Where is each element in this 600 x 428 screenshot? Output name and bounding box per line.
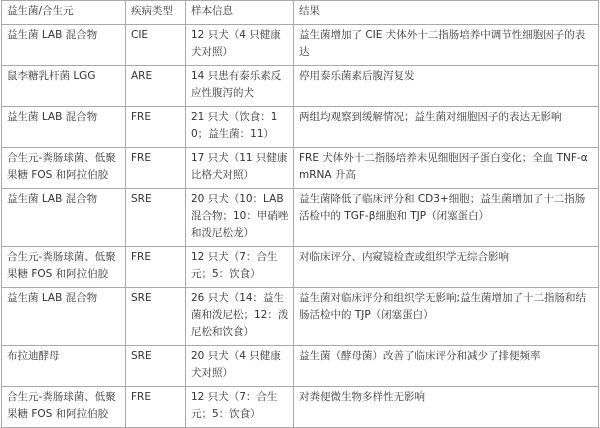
- cell-disease-type: SRE: [126, 346, 186, 387]
- cell-sample-info: 12 只犬（7：合生元；5：饮食）: [186, 387, 294, 428]
- cell-disease-type: FRE: [126, 247, 186, 288]
- cell-result: FRE 犬体外十二指肠培养未见细胞因子蛋白变化；全血 TNF-α mRNA 升高: [294, 148, 599, 189]
- table-row: [2, 148, 599, 189]
- cell-result: 两组均观察到缓解情况；益生菌对细胞因子的表达无影响: [294, 107, 599, 148]
- cell-disease-type: SRE: [126, 288, 186, 346]
- cell-result: 停用泰乐菌素后腹泻复发: [294, 66, 599, 107]
- table-row: [2, 346, 599, 387]
- cell-probiotic: 鼠李糖乳杆菌 LGG: [2, 66, 126, 107]
- cell-probiotic: 益生菌 LAB 混合物: [2, 107, 126, 148]
- cell-probiotic: 合生元-粪肠球菌、低聚果糖 FOS 和阿拉伯胶: [2, 148, 126, 189]
- cell-probiotic: 合生元-粪肠球菌、低聚果糖 FOS 和阿拉伯胶: [2, 387, 126, 428]
- table-body: [2, 25, 599, 428]
- cell-result: 益生菌对临床评分和组织学无影响;益生菌增加了十二指肠和结肠活检中的 TJP（闭塞蛋白）: [294, 288, 599, 346]
- cell-probiotic: 益生菌 LAB 混合物: [2, 189, 126, 247]
- table-row: [2, 387, 599, 428]
- cell-sample-info: 21 只犬（饮食：10；益生菌：11）: [186, 107, 294, 148]
- header-result: 结果: [294, 1, 599, 25]
- cell-sample-info: 26 只犬（14：益生菌和泼尼松；12：泼尼松和饮食）: [186, 288, 294, 346]
- cell-sample-info: 20 只犬（10：LAB 混合物；10：甲硝唑和泼尼松龙）: [186, 189, 294, 247]
- cell-result: 益生菌增加了 CIE 犬体外十二指肠培养中调节性细胞因子的表达: [294, 25, 599, 66]
- table-row: [2, 189, 599, 247]
- study-table: [1, 0, 599, 428]
- cell-disease-type: FRE: [126, 387, 186, 428]
- cell-result: 益生菌降低了临床评分和 CD3+细胞；益生菌增加了十二指肠活检中的 TGF-β细胞和 TJP（闭塞蛋白）: [294, 189, 599, 247]
- header-probiotic: 益生菌/合生元: [2, 1, 126, 25]
- table-row: [2, 25, 599, 66]
- cell-sample-info: 12 只犬（4 只健康犬对照）: [186, 25, 294, 66]
- cell-disease-type: CIE: [126, 25, 186, 66]
- cell-sample-info: 20 只犬（4 只健康犬对照）: [186, 346, 294, 387]
- table-row: [2, 288, 599, 346]
- table-row: [2, 66, 599, 107]
- cell-sample-info: 12 只犬（7：合生元；5：饮食）: [186, 247, 294, 288]
- cell-disease-type: FRE: [126, 107, 186, 148]
- cell-probiotic: 益生菌 LAB 混合物: [2, 25, 126, 66]
- cell-probiotic: 布拉迪酵母: [2, 346, 126, 387]
- cell-disease-type: ARE: [126, 66, 186, 107]
- cell-result: 对临床评分、内窥镜检查或组织学无综合影响: [294, 247, 599, 288]
- header-disease-type: 疾病类型: [126, 1, 186, 25]
- cell-disease-type: FRE: [126, 148, 186, 189]
- cell-result: 益生菌（酵母菌）改善了临床评分和减少了排便频率: [294, 346, 599, 387]
- table-row: [2, 107, 599, 148]
- table-row: [2, 247, 599, 288]
- header-row: [2, 1, 599, 25]
- cell-probiotic: 益生菌 LAB 混合物: [2, 288, 126, 346]
- cell-sample-info: 14 只患有泰乐素反应性腹泻的犬: [186, 66, 294, 107]
- cell-disease-type: SRE: [126, 189, 186, 247]
- cell-result: 对粪便微生物多样性无影响: [294, 387, 599, 428]
- cell-probiotic: 合生元-粪肠球菌、低聚果糖 FOS 和阿拉伯胶: [2, 247, 126, 288]
- cell-sample-info: 17 只犬（11 只健康比格犬对照）: [186, 148, 294, 189]
- header-sample-info: 样本信息: [186, 1, 294, 25]
- table-header: [2, 1, 599, 25]
